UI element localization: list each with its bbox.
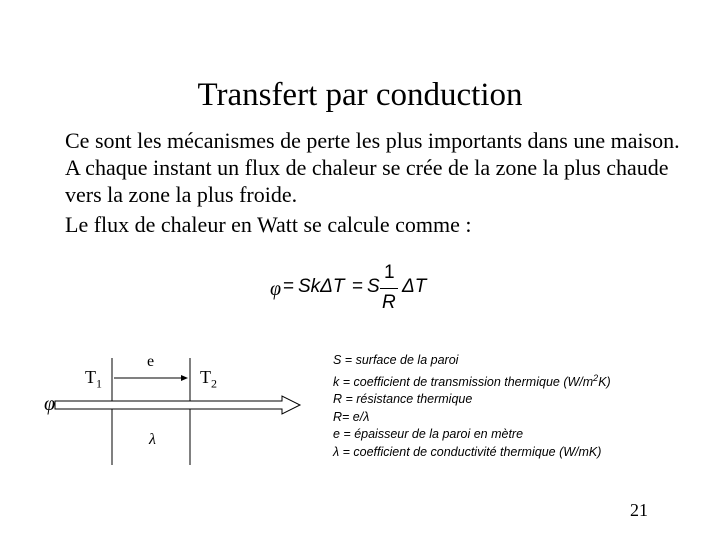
page-number: 21 — [630, 500, 648, 520]
definition-r: R = résistance thermique — [333, 392, 473, 407]
formula-fraction-bar — [380, 288, 398, 289]
definition-e: e = épaisseur de la paroi en mètre — [333, 427, 524, 442]
formula-delta-t: ΔT — [402, 276, 427, 297]
definitions-list — [333, 352, 713, 461]
definition-s: S = surface de la paroi — [333, 353, 459, 367]
definition-lambda: λ = coefficient de conductivité thermique (W/mK) — [333, 444, 602, 459]
thickness-arrow-head — [181, 375, 188, 381]
t1-label: $T_1$ — [85, 367, 102, 391]
flux-arrow — [55, 396, 300, 414]
formula-term-skdt: SkΔT — [298, 276, 345, 297]
lambda-label: λ — [149, 431, 156, 448]
formula-phi-symbol: φ — [270, 278, 282, 300]
formula-equals-2: = — [352, 276, 364, 297]
formula-denominator: R — [382, 292, 396, 313]
t2-label: $T_2$ — [200, 367, 217, 391]
formula-equals-1: = — [283, 276, 295, 297]
thickness-label: e — [147, 353, 155, 370]
formula-numerator: 1 — [384, 262, 395, 283]
formula-s: S — [367, 276, 380, 297]
definition-k: k = coefficient de transmission thermique $(W/m^2K)$ — [333, 372, 611, 389]
intro-paragraph: Ce sont les mécanismes de perte les plus importants dans une maison. A chaque instant un flux de chaleur se crée de la zone la plus chaude vers la zone la plus froide. — [65, 128, 680, 207]
wall-diagram-lines — [40, 345, 320, 475]
wall-diagram — [40, 345, 320, 475]
flux-phi-symbol: φ — [44, 393, 56, 415]
definition-r-formula: R= e/λ — [333, 409, 370, 424]
flux-paragraph: Le flux de chaleur en Watt se calcule comme : — [65, 212, 472, 237]
slide-title: Transfert par conduction — [197, 77, 523, 113]
conduction-formula — [270, 262, 440, 318]
